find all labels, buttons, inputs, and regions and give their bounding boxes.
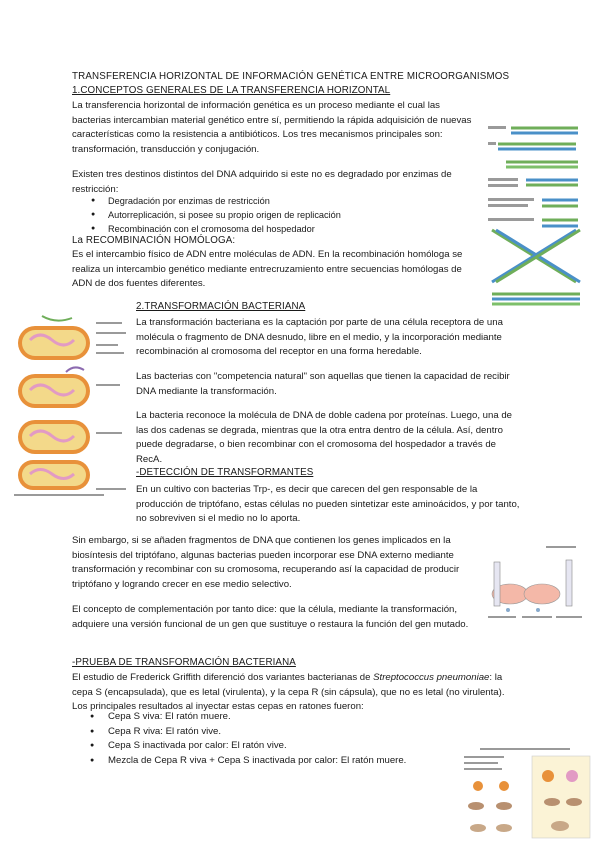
section2-p1: La transformación bacteriana es la captación por parte de una célula receptora de una molécula o fragmento de DNA desnudo, libre en el medio, y la incorporación mediante recombinación al cromosoma del receptor en una forma heredable. <box>136 317 503 358</box>
complementacion-text: El concepto de complementación por tanto dice: que la célula, mediante la transformación, adquiere una versión funcional de un gen que sustituye o restaura la función del gen mutado. <box>72 604 469 630</box>
deteccion-heading: -DETECCIÓN DE TRANSFORMANTES <box>136 467 314 478</box>
section1-heading: 1.CONCEPTOS GENERALES DE LA TRANSFERENCIA HORIZONTAL <box>72 85 391 96</box>
list-item: ● Cepa R viva: El ratón vive. <box>72 725 472 740</box>
list-item: ● Cepa S viva: El ratón muere. <box>72 710 472 725</box>
list-item: ● Degradación por enzimas de restricción <box>72 194 472 208</box>
list-item: ● Mezcla de Cepa R viva + Cepa S inactivada por calor: El ratón muere. <box>72 754 472 769</box>
list-item: ● Recombinación con el cromosoma del hospedador <box>72 222 472 236</box>
list-item: ● Autorreplicación, si posee su propio origen de replicación <box>72 208 472 222</box>
prueba-text-post: : la cepa S (encapsulada), que es letal (virulenta), y la cepa R (sin cápsula), que no es letal (no virulenta). Los principales resultados al inyectar estas cepas en ratones fueron: <box>72 672 505 713</box>
transformant-detection-figure <box>486 540 584 628</box>
section1-intro: La transferencia horizontal de información genética es un proceso mediante el cual las bacterias intercambian material genético entre sí, permitiendo la rápida adquisición de nuevas características como la resistencia a antibióticos. Los tres mecanismos principales son: transformación, transducción y conjugación. <box>72 100 472 155</box>
section2-p3: La bacteria reconoce la molécula de DNA de doble cadena por proteínas. Luego, una de las dos cadenas se degrada, mientras que la otra entra dentro de la célula. Así, dentro puede degradarse, o bien recombinar con el cromosoma del hospedador a través de RecA. <box>136 410 513 465</box>
section2-heading: 2.TRANSFORMACIÓN BACTERIANA <box>136 301 306 312</box>
recombination-figure <box>486 122 582 307</box>
species-name: Streptococcus pneumoniae <box>373 672 490 683</box>
prueba-text-pre: El estudio de Frederick Griffith diferenció dos variantes bacterianas de <box>72 672 374 683</box>
section2-p2: Las bacterias con "competencia natural" son aquellas que tienen la capacidad de recibir DNA mediante la transformación. <box>136 371 510 397</box>
prueba-heading: -PRUEBA DE TRANSFORMACIÓN BACTERIANA <box>72 657 296 668</box>
deteccion-p2: Sin embargo, si se añaden fragmentos de DNA que contienen los genes implicados en la biosíntesis del triptófano, algunas bacterias pueden incorporar ese DNA externo mediante transformación y recombinar con su cromosoma, recuperando así la capacidad de producir triptófano y logrando crecer en ese medio selectivo. <box>72 535 460 590</box>
deteccion-p1: En un cultivo con bacterias Trp-, es decir que carecen del gen responsable de la producción de triptófano, estas células no pueden sintetizar este aminoácidos, y por tanto, no sobreviven si el medio no lo aporta. <box>136 484 520 525</box>
list-item: ● Cepa S inactivada por calor: El ratón vive. <box>72 739 472 754</box>
resultados-list <box>72 710 472 768</box>
prueba-text <box>72 671 520 715</box>
document-title: TRANSFERENCIA HORIZONTAL DE INFORMACIÓN GENÉTICA ENTRE MICROORGANISMOS <box>72 71 510 82</box>
destinos-list <box>72 194 472 236</box>
recombination-heading: La RECOMBINACIÓN HOMÓLOGA: <box>72 235 236 246</box>
griffith-figure <box>460 744 592 840</box>
transformation-figure <box>12 312 132 498</box>
destinos-intro: Existen tres destinos distintos del DNA adquirido si este no es degradado por enzimas de restricción: <box>72 169 452 195</box>
recombination-text: Es el intercambio físico de ADN entre moléculas de ADN. En la recombinación homóloga se realiza un intercambio genético mediante entrecruzamiento entre secuencias homólogas de ADN de dos fuentes diferentes. <box>72 249 463 290</box>
